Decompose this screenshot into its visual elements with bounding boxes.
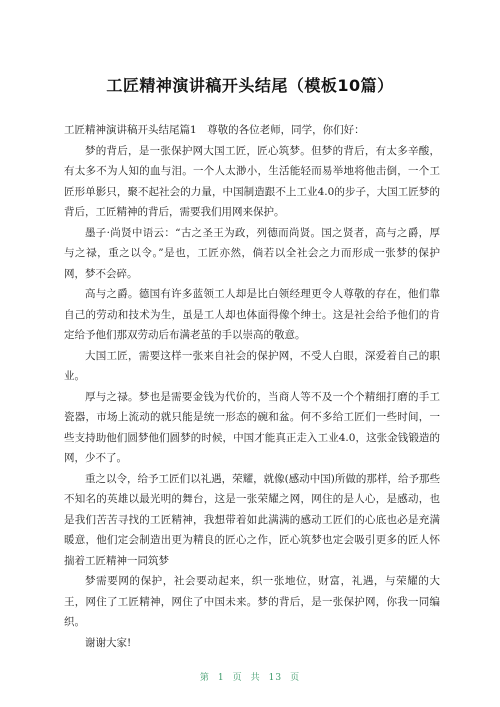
document-title: 工匠精神演讲稿开头结尾（模板10篇） [106, 76, 394, 95]
paragraph-greeting: 工匠精神演讲稿开头结尾篇1 尊敬的各位老师，同学，你们好： [64, 124, 365, 136]
document-body [64, 120, 440, 653]
page-number: 1 [217, 673, 225, 683]
paragraph: 高与之爵。德国有许多蓝领工人却是比白领经理更令人尊敬的存在，他们靠自己的劳动和技术为生，虽是工人却也体面得像个绅士。这是社会给予他们的肯定给予他们那双劳动后布满老茧的手以崇高的敬意。 [64, 288, 440, 341]
total-pages: 13 [268, 673, 283, 683]
page-footer [0, 672, 500, 684]
paragraph: 梦需要网的保护，社会要动起来，织一张地位，财富，礼遇，与荣耀的大王，网住了工匠精神，网住了中国未来。梦的背后，是一张保护网，你我一同编织。 [64, 575, 440, 628]
paragraph-closing: 谢谢大家! [85, 636, 132, 649]
paragraph: 厚与之禄。梦也是需要金钱为代价的，当商人等不及一个个精细打磨的手工瓷器，市场上流动的就只能是统一形态的碗和盆。何不多给工匠们一些时间，一些支持助他们圆梦他们圆梦的时候，中国才能真正走入工业4.0，这张金钱锻造的网，少不了。 [64, 390, 440, 464]
page-label: 第 [199, 673, 210, 683]
paragraph: 梦的背后，是一张保护网大国工匠，匠心筑梦。但梦的背后，有太多辛酸，有太多不为人知的血与泪。一个人太渺小，生活能轻而易举地将他击倒，一个工匠形单影只，聚不起社会的力量，中国制造跟不上工业4.0的步子，大国工匠梦的背后，工匠精神的背后，需要我们用网来保护。 [64, 144, 440, 218]
paragraph: 墨子·尚贤中语云：“古之圣王为政，列德而尚贤。国之贤者，高与之爵，厚与之禄，重之以令。”是也，工匠亦然，倘若以全社会之力而形成一张梦的保护网，梦不会碎。 [64, 226, 440, 280]
total-unit: 页 [290, 673, 301, 683]
paragraph: 大国工匠，需要这样一张来自社会的保护网，不受人白眼，深爱着自己的职业。 [64, 349, 440, 382]
paragraph: 重之以令，给予工匠们以礼遇，荣耀，就像(感动中国)所做的那样，给予那些不知名的英雄以最光明的舞台，这是一张荣耀之网，网住的是人心，是感动，也是我们苦苦寻找的工匠精神，我想带着如此满满的感动工匠们的心底也必是充满暖意，他们定会制造出更为精良的匠心之作，匠心筑梦也定会吸引更多的匠人怀揣着工匠精神一同筑梦 [64, 472, 440, 567]
total-label: 共 [250, 673, 261, 683]
page-unit: 页 [232, 673, 243, 683]
